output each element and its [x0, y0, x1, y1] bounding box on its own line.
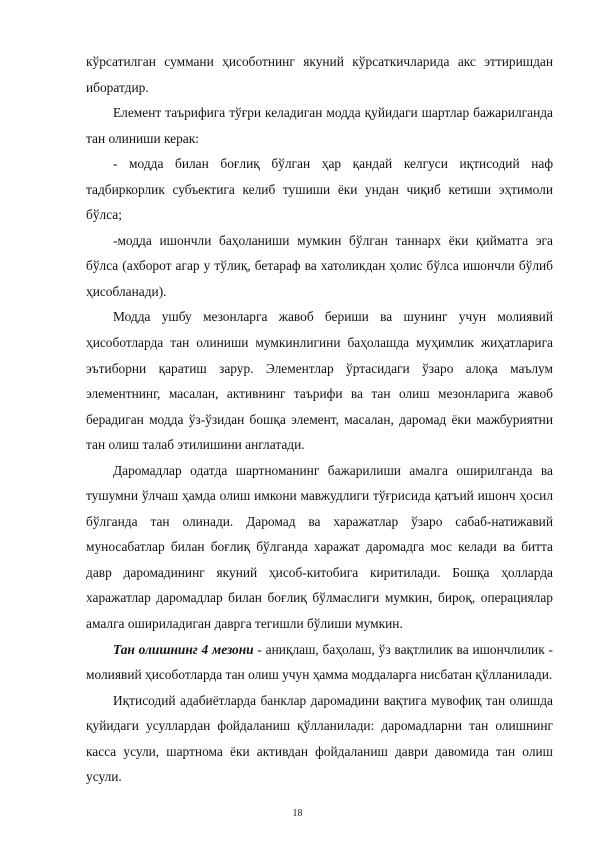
list-item-economic-benefit: - модда билан боғлиқ бўлган ҳар қандай келгуси иқтисодий наф тадбиркорлик субъектига келиб тушиши ёки ундан чиқиб кетиши эҳтимоли бўлса;	[86, 156, 553, 223]
paragraph-four-criteria	[86, 637, 553, 688]
list-item-reliable-measurement: -модда ишончли баҳоланиши мумкин бўлган таннарх ёки қийматга эга бўлса (ахборот агар у тўлиқ, бетараф ва хатоликдан ҳолис бўлса ишончли бўлиб ҳисобланади).	[86, 232, 553, 299]
term-four-criteria: Тан олишнинг 4 мезони	[113, 641, 254, 657]
paragraph-continuation: кўрсатилган суммани ҳисоботнинг якуний кўрсаткичларида акс эттиришдан иборатдир.	[86, 54, 553, 95]
paragraph-materiality: Модда ушбу мезонларга жавоб бериши ва шунинг учун молиявий ҳисоботларда тан олиниши мумкинлигини баҳолашда муҳимлик жиҳатларига эътиборни қаратиш зарур. Элементлар ўртасидаги ўзаро алоқа маълум элементнинг, масалан, активнинг таърифи ва тан олиш мезонларига жавоб берадиган модда ўз-ўзидан бошқа элемент, масалан, даромад ёки мажбуриятни тан олиш талаб этилишини англатади.	[86, 309, 553, 453]
paragraph-recognition-conditions: Елемент таърифига тўғри келадиган модда қуйидаги шартлар бажарилганда тан олиниши керак:	[86, 105, 553, 146]
paragraph-revenue-recognition: Даромадлар одатда шартноманинг бажарилиши амалга оширилганда ва тушумни ўлчаш ҳамда олиш имкони мавжудлиги тўғрисида қатъий ишонч ҳосил бўлганда тан олинади. Даромад ва харажатлар ўзаро сабаб-натижавий муносабатлар билан боғлиқ бўлганда харажат даромадга мос келади ва битта давр даромадининг якуний ҳисоб-китобига киритилади. Бошқа ҳолларда харажатлар даромадлар билан боғлиқ бўлмаслиги мумкин, бироқ, операциялар амалга ошириладиган даврга тегишли бўлиши мумкин.	[86, 462, 553, 632]
paragraph-bank-income-methods: Иқтисодий адабиётларда банклар даромадини вақтига мувофиқ тан олишда қуйидаги усуллардан фойдаланиш қўлланилади: даромадларни тан олишнинг касса усули, шартнома ёки активдан фойдаланиш даври давомида тан олиш усули.	[86, 692, 553, 785]
document-body	[86, 49, 553, 790]
paragraph-four-criteria-text: - аниқлаш, баҳолаш, ўз вақтлилик ва ишончлилик - молиявий ҳисоботларда тан олиш учун ҳамма моддаларга нисбатан қўлланилади.	[86, 641, 553, 683]
page-number: 18	[292, 808, 303, 819]
